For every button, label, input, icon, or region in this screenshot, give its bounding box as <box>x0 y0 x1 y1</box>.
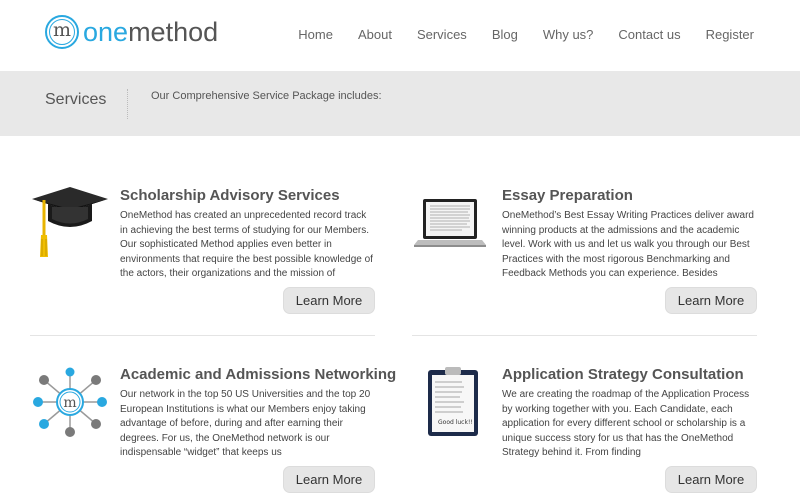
graduation-cap-icon <box>30 187 110 262</box>
banner-intro-text: Our Comprehensive Service Package includes: <box>151 90 382 102</box>
nav-register[interactable]: Register <box>705 27 754 42</box>
learn-more-button[interactable]: Learn More <box>665 466 757 493</box>
nav-blog[interactable]: Blog <box>491 27 518 42</box>
divider <box>412 335 757 336</box>
logo[interactable] <box>45 14 218 50</box>
laptop-icon <box>412 187 492 262</box>
service-title[interactable]: Application Strategy Consultation <box>502 366 744 383</box>
clipboard-note: Good luck!! <box>438 419 473 426</box>
banner-divider <box>127 89 128 119</box>
service-scholarship <box>30 187 375 322</box>
logo-letter: m <box>52 19 72 41</box>
network-icon <box>30 366 110 441</box>
learn-more-button[interactable]: Learn More <box>283 287 375 314</box>
page-banner <box>0 71 800 136</box>
logo-one: one <box>83 16 129 47</box>
learn-more-button[interactable]: Learn More <box>283 466 375 493</box>
page-title: Services <box>45 91 107 108</box>
divider <box>30 335 375 336</box>
learn-more-button[interactable]: Learn More <box>665 287 757 314</box>
main-nav <box>273 27 754 42</box>
nav-contact-us[interactable]: Contact us <box>618 27 681 42</box>
service-application-strategy <box>412 366 757 501</box>
service-essay-preparation <box>412 187 757 322</box>
logo-method: method <box>128 16 219 47</box>
service-description: We are creating the roadmap of the Application Process by working together with you. Each Candidate, each application for every different school or scholarship is a unique success story for us that has the OneMethod Strategy behind it. From finding <box>502 389 750 458</box>
service-description: OneMethod’s Best Essay Writing Practices deliver award winning products at the admissions and the academic level. Work with us and let us walk you through our Best Practices with the most rigorous Benchmarking and Feedback Methods you can experience. Besides <box>502 210 754 279</box>
service-title[interactable]: Scholarship Advisory Services <box>120 187 340 204</box>
clipboard-icon <box>412 366 492 441</box>
logo-wordmark <box>83 16 219 47</box>
nav-about[interactable]: About <box>357 27 392 42</box>
nav-services[interactable]: Services <box>416 27 467 42</box>
logo-mark-icon <box>45 15 79 49</box>
nav-why-us[interactable]: Why us? <box>542 27 594 42</box>
service-networking <box>30 366 397 501</box>
service-description: OneMethod has created an unprecedented record track in achieving the best terms of studying for our Members. Our sophisticated Method applies even better in environments that require the best possible knowledge of the actors, their organizations and the mission of <box>120 210 373 279</box>
site-header <box>0 0 800 71</box>
service-title[interactable]: Academic and Admissions Networking <box>120 366 397 383</box>
nav-home[interactable]: Home <box>298 27 333 42</box>
svg-text:m: m <box>63 395 77 411</box>
service-title[interactable]: Essay Preparation <box>502 187 633 204</box>
service-description: Our network in the top 50 US Universities and the top 20 European Institutions is what our Members enjoy taking advantage of before, during and after earning their degrees. For us, the OneMethod network is our indispensable “widget” that keeps us <box>120 389 371 458</box>
